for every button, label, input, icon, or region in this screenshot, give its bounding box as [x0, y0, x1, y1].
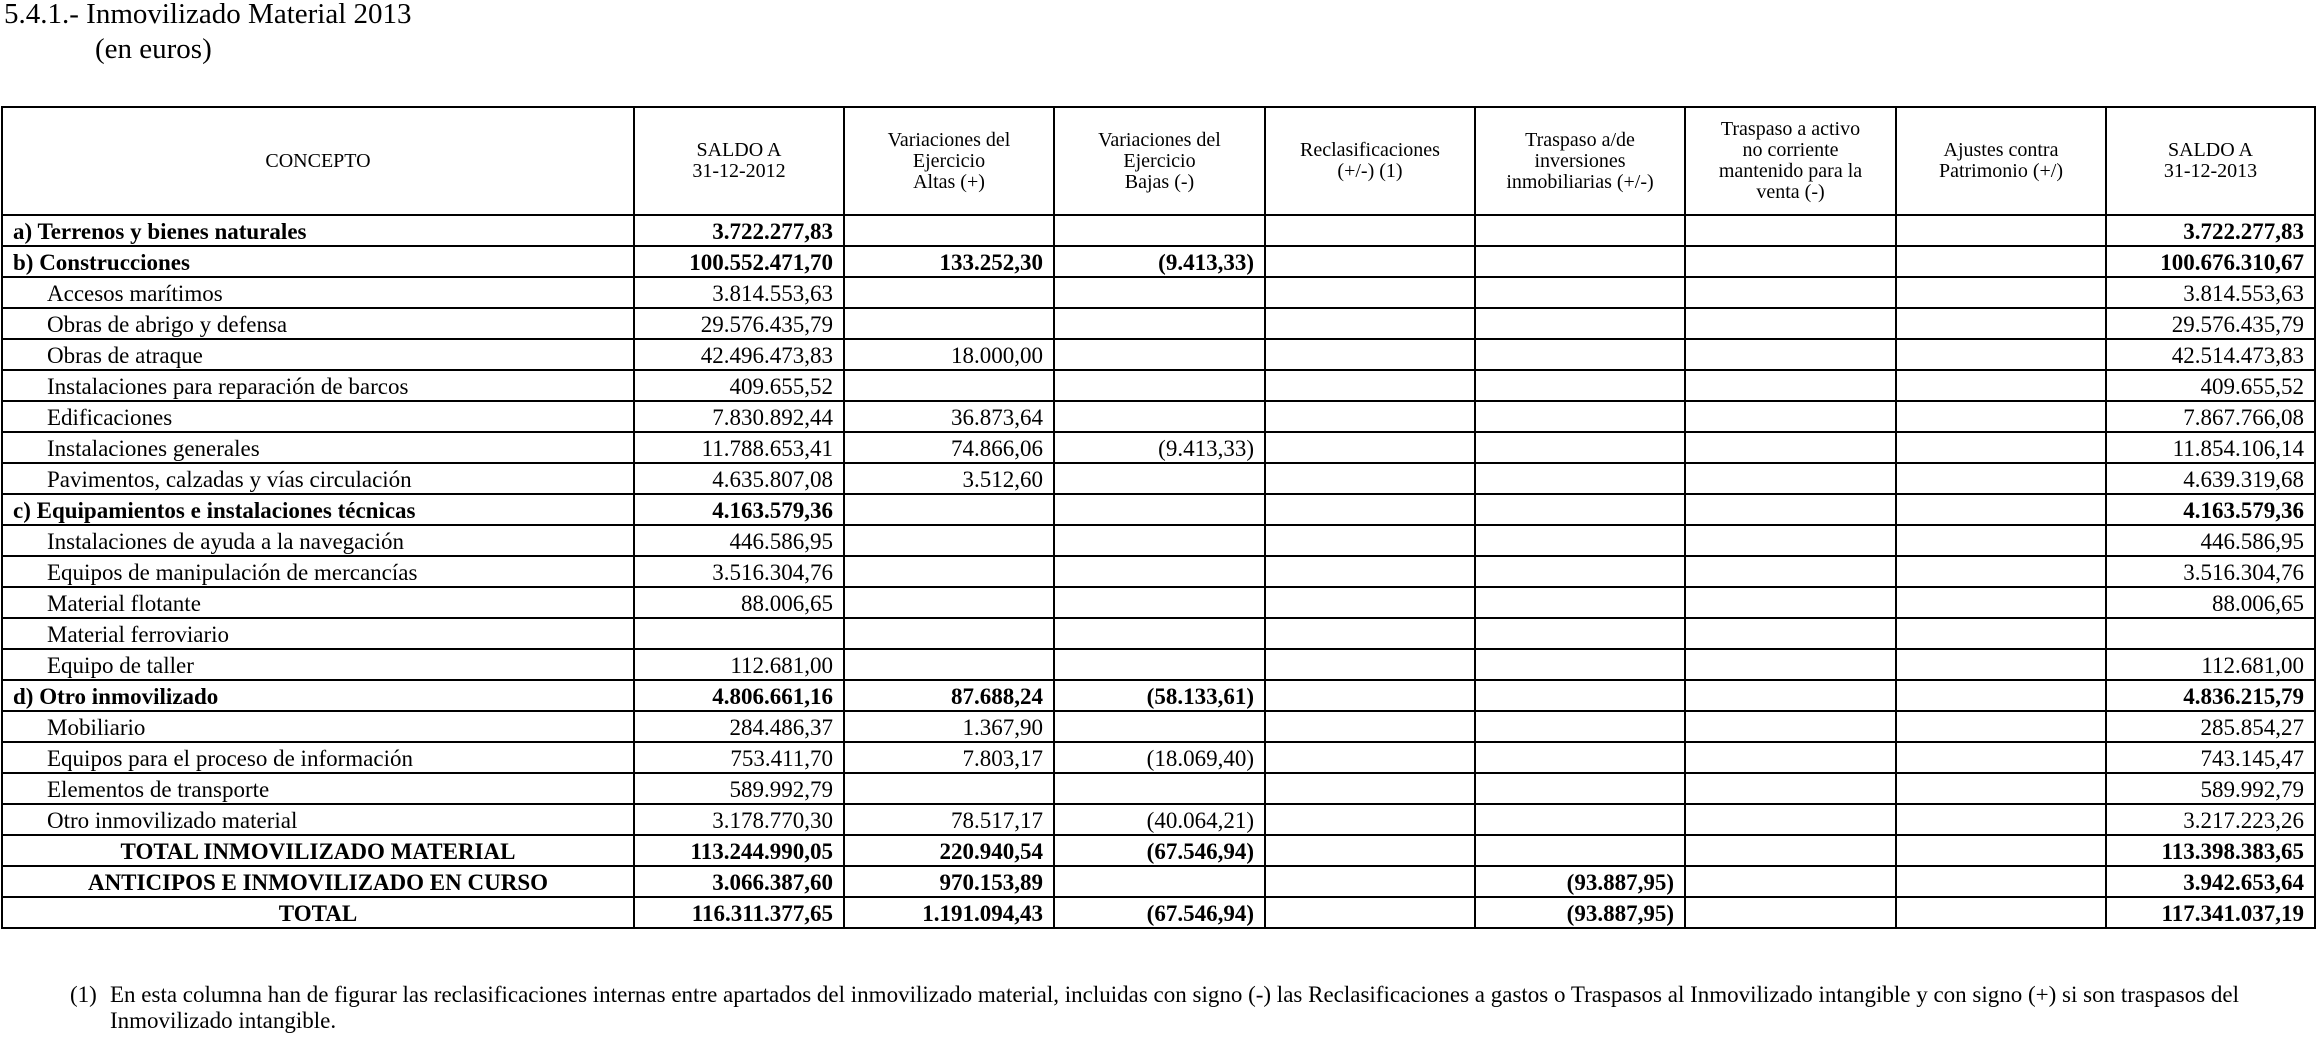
footnote-text: En esta columna han de figurar las reclasificaciones internas entre apartados del inmovilizado material, incluidas con signo (-) las Reclasificaciones a gastos o Traspasos al Inmovilizado intangible y con signo (+) si son traspasos del Inmovilizado intangible. [110, 982, 2240, 1033]
row-value-cell [1685, 525, 1896, 556]
row-value-cell [1896, 680, 2106, 711]
table-header-row [2, 107, 2315, 215]
row-value-cell: (67.546,94) [1054, 897, 1265, 928]
row-concept-cell: Equipo de taller [2, 649, 634, 680]
table-row [2, 339, 2315, 370]
row-value-cell [1475, 742, 1685, 773]
row-concept-cell: Mobiliario [2, 711, 634, 742]
row-value-cell [1685, 618, 1896, 649]
row-value-cell [1265, 432, 1475, 463]
row-value-cell: 7.803,17 [844, 742, 1054, 773]
row-value-cell [1054, 711, 1265, 742]
row-value-cell [1054, 308, 1265, 339]
row-value-cell [1475, 680, 1685, 711]
table-row [2, 308, 2315, 339]
page-subtitle: (en euros) [95, 33, 212, 65]
row-concept-cell: Material flotante [2, 587, 634, 618]
header-traspaso-activo-venta: Traspaso a activo no corriente mantenido para la venta (-) [1685, 107, 1896, 215]
row-value-cell: (58.133,61) [1054, 680, 1265, 711]
row-value-cell: 3.516.304,76 [634, 556, 844, 587]
row-value-cell [1896, 246, 2106, 277]
row-value-cell: 285.854,27 [2106, 711, 2315, 742]
footnote-number: (1) [70, 982, 97, 1007]
row-value-cell: 4.635.807,08 [634, 463, 844, 494]
row-value-cell [1685, 556, 1896, 587]
row-value-cell [1475, 339, 1685, 370]
row-value-cell: 3.516.304,76 [2106, 556, 2315, 587]
row-value-cell [844, 587, 1054, 618]
row-value-cell [634, 618, 844, 649]
row-value-cell [1896, 401, 2106, 432]
row-value-cell [1685, 370, 1896, 401]
row-value-cell [1685, 680, 1896, 711]
row-value-cell: 4.836.215,79 [2106, 680, 2315, 711]
row-value-cell [1896, 370, 2106, 401]
row-value-cell: 4.163.579,36 [2106, 494, 2315, 525]
row-concept-cell: Accesos marítimos [2, 277, 634, 308]
row-value-cell [1685, 897, 1896, 928]
row-value-cell [1265, 401, 1475, 432]
row-concept-cell: Instalaciones generales [2, 432, 634, 463]
row-concept-cell: d) Otro inmovilizado [2, 680, 634, 711]
row-concept-cell: a) Terrenos y bienes naturales [2, 215, 634, 246]
row-value-cell [1475, 370, 1685, 401]
row-value-cell [1265, 587, 1475, 618]
row-value-cell [1265, 742, 1475, 773]
row-value-cell: (93.887,95) [1475, 866, 1685, 897]
row-value-cell: 100.552.471,70 [634, 246, 844, 277]
row-concept-cell: Elementos de transporte [2, 773, 634, 804]
table-row [2, 432, 2315, 463]
row-value-cell [1896, 277, 2106, 308]
row-value-cell [844, 556, 1054, 587]
row-value-cell [1896, 587, 2106, 618]
row-value-cell [1475, 587, 1685, 618]
header-concepto: CONCEPTO [2, 107, 634, 215]
row-value-cell: 7.830.892,44 [634, 401, 844, 432]
row-value-cell [1265, 773, 1475, 804]
row-value-cell: 3.814.553,63 [634, 277, 844, 308]
row-value-cell: 284.486,37 [634, 711, 844, 742]
header-ajustes-patrimonio: Ajustes contra Patrimonio (+/) [1896, 107, 2106, 215]
table-row [2, 680, 2315, 711]
table-row [2, 401, 2315, 432]
row-value-cell [1265, 339, 1475, 370]
row-value-cell [1054, 587, 1265, 618]
row-value-cell [1265, 711, 1475, 742]
row-value-cell [2106, 618, 2315, 649]
row-value-cell [1896, 773, 2106, 804]
row-value-cell: 446.586,95 [2106, 525, 2315, 556]
header-traspaso-inversiones: Traspaso a/de inversiones inmobiliarias (+/-) [1475, 107, 1685, 215]
row-value-cell [1475, 463, 1685, 494]
row-value-cell [1054, 370, 1265, 401]
row-value-cell [844, 618, 1054, 649]
row-value-cell [1054, 525, 1265, 556]
row-value-cell [1475, 618, 1685, 649]
row-value-cell [1896, 711, 2106, 742]
row-value-cell [844, 494, 1054, 525]
row-value-cell [1265, 618, 1475, 649]
table-row [2, 866, 2315, 897]
row-value-cell [1685, 866, 1896, 897]
row-value-cell [1685, 401, 1896, 432]
table-row [2, 742, 2315, 773]
row-value-cell: 3.217.223,26 [2106, 804, 2315, 835]
row-value-cell: 409.655,52 [2106, 370, 2315, 401]
row-concept-cell: Pavimentos, calzadas y vías circulación [2, 463, 634, 494]
row-value-cell: 3.942.653,64 [2106, 866, 2315, 897]
table-row [2, 711, 2315, 742]
row-value-cell [1685, 494, 1896, 525]
row-value-cell: 3.512,60 [844, 463, 1054, 494]
row-value-cell: 87.688,24 [844, 680, 1054, 711]
row-value-cell [1054, 649, 1265, 680]
row-value-cell [1685, 246, 1896, 277]
row-value-cell: (93.887,95) [1475, 897, 1685, 928]
row-concept-cell: Instalaciones para reparación de barcos [2, 370, 634, 401]
row-value-cell: 116.311.377,65 [634, 897, 844, 928]
row-value-cell: 29.576.435,79 [634, 308, 844, 339]
header-reclasificaciones: Reclasificaciones (+/-) (1) [1265, 107, 1475, 215]
table-row [2, 556, 2315, 587]
row-value-cell [1265, 649, 1475, 680]
table-row [2, 587, 2315, 618]
row-value-cell [1685, 773, 1896, 804]
row-value-cell [1054, 773, 1265, 804]
table-row [2, 773, 2315, 804]
row-value-cell [1265, 246, 1475, 277]
row-value-cell [1475, 711, 1685, 742]
table-row [2, 618, 2315, 649]
row-concept-cell: TOTAL [2, 897, 634, 928]
page-title: 5.4.1.- Inmovilizado Material 2013 [4, 0, 412, 30]
table-row [2, 494, 2315, 525]
row-value-cell [1054, 494, 1265, 525]
row-concept-cell: Instalaciones de ayuda a la navegación [2, 525, 634, 556]
row-value-cell [844, 215, 1054, 246]
row-value-cell [1265, 215, 1475, 246]
row-value-cell [1685, 339, 1896, 370]
row-value-cell [1896, 618, 2106, 649]
row-concept-cell: Obras de abrigo y defensa [2, 308, 634, 339]
row-value-cell: 42.496.473,83 [634, 339, 844, 370]
row-value-cell: 589.992,79 [634, 773, 844, 804]
table-row [2, 246, 2315, 277]
row-value-cell [1896, 432, 2106, 463]
header-saldo-2013: SALDO A 31-12-2013 [2106, 107, 2315, 215]
row-value-cell: 11.854.106,14 [2106, 432, 2315, 463]
row-concept-cell: ANTICIPOS E INMOVILIZADO EN CURSO [2, 866, 634, 897]
row-value-cell [844, 525, 1054, 556]
header-altas: Variaciones del Ejercicio Altas (+) [844, 107, 1054, 215]
row-concept-cell: Otro inmovilizado material [2, 804, 634, 835]
row-value-cell [1054, 463, 1265, 494]
row-value-cell [1054, 556, 1265, 587]
row-value-cell: 1.367,90 [844, 711, 1054, 742]
row-value-cell: 3.066.387,60 [634, 866, 844, 897]
row-value-cell: 3.814.553,63 [2106, 277, 2315, 308]
row-value-cell: 970.153,89 [844, 866, 1054, 897]
row-value-cell [1054, 401, 1265, 432]
row-value-cell [1265, 463, 1475, 494]
row-value-cell [1475, 835, 1685, 866]
row-value-cell: 4.639.319,68 [2106, 463, 2315, 494]
row-value-cell: (18.069,40) [1054, 742, 1265, 773]
row-value-cell: 74.866,06 [844, 432, 1054, 463]
row-value-cell: 753.411,70 [634, 742, 844, 773]
row-value-cell [1054, 277, 1265, 308]
row-value-cell [1054, 339, 1265, 370]
row-value-cell [1896, 463, 2106, 494]
row-value-cell [1475, 246, 1685, 277]
row-value-cell [1475, 556, 1685, 587]
row-value-cell: (9.413,33) [1054, 432, 1265, 463]
row-value-cell: 29.576.435,79 [2106, 308, 2315, 339]
row-value-cell [1265, 556, 1475, 587]
row-value-cell: 7.867.766,08 [2106, 401, 2315, 432]
header-saldo-2012: SALDO A 31-12-2012 [634, 107, 844, 215]
row-value-cell: 409.655,52 [634, 370, 844, 401]
row-value-cell [1475, 401, 1685, 432]
row-concept-cell: Equipos de manipulación de mercancías [2, 556, 634, 587]
row-value-cell: 113.244.990,05 [634, 835, 844, 866]
row-value-cell [1685, 742, 1896, 773]
fixed-assets-table [1, 106, 2316, 929]
row-value-cell [1896, 804, 2106, 835]
row-value-cell: 743.145,47 [2106, 742, 2315, 773]
row-value-cell [844, 308, 1054, 339]
row-value-cell: 18.000,00 [844, 339, 1054, 370]
row-value-cell [1685, 463, 1896, 494]
row-value-cell: (40.064,21) [1054, 804, 1265, 835]
row-value-cell [1265, 308, 1475, 339]
row-concept-cell: Equipos para el proceso de información [2, 742, 634, 773]
row-value-cell [1475, 649, 1685, 680]
row-value-cell [1685, 835, 1896, 866]
row-value-cell [1475, 773, 1685, 804]
row-value-cell [1475, 432, 1685, 463]
row-value-cell: 3.178.770,30 [634, 804, 844, 835]
footnote [70, 982, 2240, 1034]
row-value-cell [844, 649, 1054, 680]
row-value-cell: 4.163.579,36 [634, 494, 844, 525]
row-value-cell [1896, 897, 2106, 928]
row-concept-cell: b) Construcciones [2, 246, 634, 277]
row-value-cell: 117.341.037,19 [2106, 897, 2315, 928]
row-concept-cell: Obras de atraque [2, 339, 634, 370]
row-value-cell [1475, 308, 1685, 339]
table-row [2, 370, 2315, 401]
row-value-cell [1475, 804, 1685, 835]
row-value-cell [1265, 525, 1475, 556]
row-value-cell: 78.517,17 [844, 804, 1054, 835]
table-row [2, 277, 2315, 308]
row-value-cell [1896, 339, 2106, 370]
row-value-cell [1896, 556, 2106, 587]
row-value-cell: 11.788.653,41 [634, 432, 844, 463]
row-value-cell [1265, 835, 1475, 866]
row-value-cell: 3.722.277,83 [634, 215, 844, 246]
row-concept-cell: Material ferroviario [2, 618, 634, 649]
row-value-cell [1896, 866, 2106, 897]
row-value-cell [1685, 432, 1896, 463]
row-value-cell: 4.806.661,16 [634, 680, 844, 711]
table-row [2, 897, 2315, 928]
row-value-cell: 112.681,00 [634, 649, 844, 680]
row-value-cell: 112.681,00 [2106, 649, 2315, 680]
table-row [2, 804, 2315, 835]
row-value-cell [1265, 897, 1475, 928]
row-value-cell [1896, 649, 2106, 680]
row-value-cell [1896, 525, 2106, 556]
row-value-cell [1896, 835, 2106, 866]
table-row [2, 835, 2315, 866]
row-value-cell [1265, 370, 1475, 401]
row-value-cell [1265, 866, 1475, 897]
row-value-cell: 113.398.383,65 [2106, 835, 2315, 866]
table-row [2, 463, 2315, 494]
row-value-cell [1896, 308, 2106, 339]
row-value-cell [1685, 308, 1896, 339]
row-value-cell [1265, 804, 1475, 835]
row-value-cell [1685, 215, 1896, 246]
row-value-cell [1685, 711, 1896, 742]
table-row [2, 525, 2315, 556]
table-row [2, 649, 2315, 680]
row-value-cell [1685, 277, 1896, 308]
row-value-cell [844, 370, 1054, 401]
row-value-cell [1896, 494, 2106, 525]
row-value-cell [1475, 494, 1685, 525]
row-value-cell [1685, 587, 1896, 618]
row-value-cell: 100.676.310,67 [2106, 246, 2315, 277]
row-value-cell [1475, 277, 1685, 308]
row-value-cell: (9.413,33) [1054, 246, 1265, 277]
row-value-cell [1265, 277, 1475, 308]
row-concept-cell: Edificaciones [2, 401, 634, 432]
header-bajas: Variaciones del Ejercicio Bajas (-) [1054, 107, 1265, 215]
row-value-cell [1685, 804, 1896, 835]
table-row [2, 215, 2315, 246]
row-value-cell [1054, 215, 1265, 246]
row-value-cell [844, 773, 1054, 804]
row-value-cell: 3.722.277,83 [2106, 215, 2315, 246]
row-value-cell [1475, 215, 1685, 246]
row-value-cell [1896, 215, 2106, 246]
row-value-cell: 446.586,95 [634, 525, 844, 556]
row-value-cell [844, 277, 1054, 308]
row-value-cell [1265, 494, 1475, 525]
row-value-cell: 1.191.094,43 [844, 897, 1054, 928]
row-concept-cell: TOTAL INMOVILIZADO MATERIAL [2, 835, 634, 866]
row-value-cell: 133.252,30 [844, 246, 1054, 277]
row-concept-cell: c) Equipamientos e instalaciones técnicas [2, 494, 634, 525]
row-value-cell: 88.006,65 [634, 587, 844, 618]
row-value-cell: 220.940,54 [844, 835, 1054, 866]
row-value-cell [1054, 866, 1265, 897]
row-value-cell: 42.514.473,83 [2106, 339, 2315, 370]
row-value-cell: 589.992,79 [2106, 773, 2315, 804]
row-value-cell [1896, 742, 2106, 773]
row-value-cell: 36.873,64 [844, 401, 1054, 432]
row-value-cell [1475, 525, 1685, 556]
row-value-cell [1685, 649, 1896, 680]
row-value-cell [1265, 680, 1475, 711]
row-value-cell: 88.006,65 [2106, 587, 2315, 618]
row-value-cell [1054, 618, 1265, 649]
row-value-cell: (67.546,94) [1054, 835, 1265, 866]
